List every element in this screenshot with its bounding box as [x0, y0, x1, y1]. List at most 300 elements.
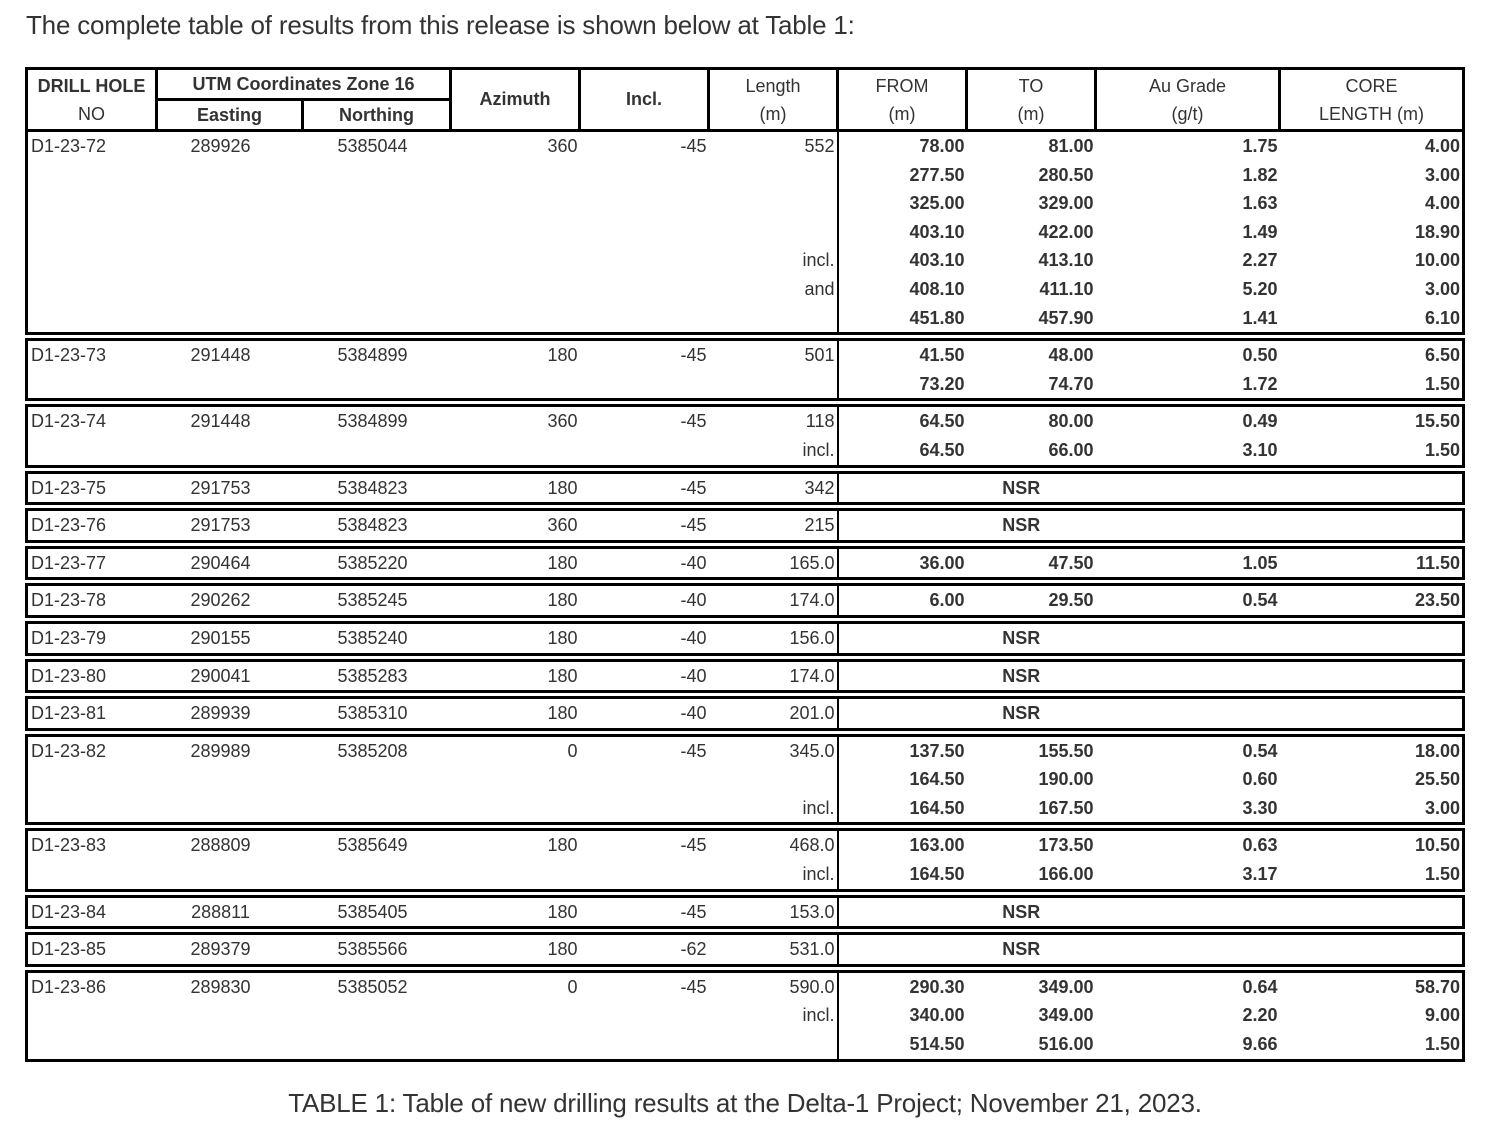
- drill-hole-cell: D1-23-86: [31, 976, 107, 997]
- azimuth-cell: 180: [547, 627, 578, 648]
- drill-hole-cell: [27, 189, 157, 218]
- header-au-grade: Au Grade (g/t): [1096, 69, 1280, 131]
- incl-cell: [580, 765, 709, 794]
- easting-cell: 291448: [190, 411, 251, 432]
- core-length-cell: 4.00: [1424, 193, 1460, 214]
- table-row: [27, 406, 1464, 436]
- table-row: [27, 830, 1464, 860]
- header-from: FROM (m): [838, 69, 967, 131]
- hole-group: [27, 934, 1464, 966]
- header-easting: Easting: [157, 100, 303, 131]
- easting-cell: 289379: [190, 939, 251, 960]
- core-length-cell: 1.50: [1424, 864, 1460, 885]
- from-cell: 164.50: [909, 864, 965, 885]
- incl-cell: -45: [680, 835, 707, 856]
- azimuth-cell: [451, 304, 580, 334]
- table-row: [27, 275, 1464, 304]
- au-grade-cell: 0.64: [1242, 976, 1278, 997]
- easting-cell: [157, 246, 303, 275]
- nsr-cell: NSR: [1002, 665, 1041, 686]
- drill-hole-cell: [27, 1030, 157, 1060]
- drill-hole-cell: D1-23-85: [31, 939, 107, 960]
- easting-cell: 290262: [190, 590, 251, 611]
- to-cell: 155.50: [1038, 740, 1094, 761]
- from-cell: 277.50: [909, 164, 965, 185]
- drill-hole-cell: [27, 246, 157, 275]
- drill-hole-cell: [27, 1001, 157, 1030]
- incl-cell: [580, 304, 709, 334]
- table-row: [27, 794, 1464, 824]
- table-caption: TABLE 1: Table of new drilling results at the Delta-1 Project; November 21, 2023.: [288, 1088, 1202, 1118]
- header-length: Length (m): [709, 69, 838, 131]
- azimuth-cell: 180: [547, 939, 578, 960]
- easting-cell: [157, 304, 303, 334]
- northing-cell: 5385310: [337, 703, 408, 724]
- au-grade-cell: 0.54: [1242, 590, 1278, 611]
- drill-hole-cell: D1-23-79: [31, 627, 107, 648]
- core-length-cell: 6.50: [1424, 345, 1460, 366]
- northing-cell: [303, 794, 451, 824]
- from-cell: 451.80: [909, 307, 965, 328]
- from-cell: 73.20: [919, 373, 965, 394]
- header-utm: UTM Coordinates Zone 16: [157, 69, 451, 100]
- northing-cell: 5385240: [337, 627, 408, 648]
- length-cell: 153.0: [709, 896, 838, 928]
- northing-cell: 5385245: [337, 590, 408, 611]
- interval-note-cell: [709, 218, 838, 247]
- from-cell: 64.50: [919, 439, 965, 460]
- nsr-cell: NSR: [1002, 515, 1041, 536]
- results-table-container: [25, 67, 1465, 1062]
- drill-hole-cell: D1-23-74: [31, 411, 107, 432]
- length-cell: 345.0: [709, 735, 838, 765]
- length-cell: 531.0: [709, 934, 838, 966]
- easting-cell: [157, 1030, 303, 1060]
- incl-cell: -45: [680, 345, 707, 366]
- drill-hole-cell: [27, 218, 157, 247]
- header-to: TO (m): [967, 69, 1096, 131]
- length-cell: 165.0: [709, 547, 838, 579]
- azimuth-cell: [451, 275, 580, 304]
- length-cell: 174.0: [709, 660, 838, 692]
- incl-cell: -40: [680, 590, 707, 611]
- from-cell: 163.00: [909, 835, 965, 856]
- core-length-cell: 15.50: [1414, 411, 1460, 432]
- header-drill-hole: DRILL HOLE NO: [27, 69, 157, 131]
- from-cell: 403.10: [909, 221, 965, 242]
- core-length-cell: 3.00: [1424, 278, 1460, 299]
- core-length-cell: 3.00: [1424, 797, 1460, 818]
- drill-hole-cell: D1-23-75: [31, 477, 107, 498]
- to-cell: 329.00: [1038, 193, 1094, 214]
- hole-group: [27, 510, 1464, 542]
- northing-cell: 5384899: [337, 411, 408, 432]
- easting-cell: 289830: [190, 976, 251, 997]
- azimuth-cell: 180: [547, 835, 578, 856]
- from-cell: 164.50: [909, 769, 965, 790]
- nsr-cell: NSR: [1002, 939, 1041, 960]
- table-header: [27, 69, 1464, 131]
- to-cell: 80.00: [1048, 411, 1094, 432]
- easting-cell: 289939: [190, 703, 251, 724]
- northing-cell: 5385220: [337, 552, 408, 573]
- table-row: [27, 934, 1464, 966]
- au-grade-cell: 1.05: [1242, 552, 1278, 573]
- incl-cell: [580, 189, 709, 218]
- interval-note-cell: incl.: [709, 1001, 838, 1030]
- azimuth-cell: [451, 370, 580, 400]
- core-length-cell: 18.00: [1414, 740, 1460, 761]
- northing-cell: 5385649: [337, 835, 408, 856]
- from-cell: 64.50: [919, 411, 965, 432]
- to-cell: 411.10: [1039, 278, 1094, 299]
- easting-cell: 288811: [191, 901, 250, 922]
- table-row: [27, 189, 1464, 218]
- au-grade-cell: 1.75: [1242, 136, 1278, 156]
- table-row: [27, 1030, 1464, 1060]
- northing-cell: 5385052: [337, 976, 408, 997]
- hole-group: [27, 971, 1464, 1060]
- northing-cell: [303, 161, 451, 190]
- nsr-cell: NSR: [1002, 703, 1041, 724]
- interval-note-cell: and: [709, 275, 838, 304]
- northing-cell: [303, 189, 451, 218]
- incl-cell: [580, 1001, 709, 1030]
- northing-cell: 5385405: [337, 901, 408, 922]
- to-cell: 166.00: [1038, 864, 1094, 885]
- table-row: [27, 698, 1464, 730]
- interval-note-cell: [709, 304, 838, 334]
- drill-hole-cell: [27, 436, 157, 466]
- drill-hole-cell: D1-23-82: [31, 740, 107, 761]
- drill-hole-cell: D1-23-80: [31, 665, 107, 686]
- length-cell: 468.0: [709, 830, 838, 860]
- incl-cell: -40: [680, 552, 707, 573]
- northing-cell: [303, 304, 451, 334]
- incl-cell: [580, 794, 709, 824]
- au-grade-cell: 1.49: [1242, 221, 1278, 242]
- hole-group: [27, 406, 1464, 466]
- drill-hole-cell: D1-23-81: [31, 703, 107, 724]
- header-incl: Incl.: [580, 69, 709, 131]
- northing-cell: [303, 765, 451, 794]
- from-cell: 6.00: [929, 590, 965, 611]
- easting-cell: 288809: [190, 835, 251, 856]
- interval-note-cell: [709, 189, 838, 218]
- drill-hole-cell: [27, 765, 157, 794]
- from-cell: 290.30: [909, 976, 965, 997]
- easting-cell: 290041: [190, 665, 251, 686]
- length-cell: 342: [709, 472, 838, 504]
- northing-cell: 5385283: [337, 665, 408, 686]
- length-cell: 174.0: [709, 585, 838, 617]
- easting-cell: [157, 370, 303, 400]
- core-length-cell: 23.50: [1414, 590, 1460, 611]
- hole-group: [27, 131, 1464, 334]
- core-length-cell: 18.90: [1414, 221, 1460, 242]
- incl-cell: -45: [680, 901, 707, 922]
- easting-cell: [157, 1001, 303, 1030]
- from-cell: 137.50: [909, 740, 965, 761]
- table-row: [27, 547, 1464, 579]
- easting-cell: [157, 436, 303, 466]
- interval-note-cell: [709, 1030, 838, 1060]
- incl-cell: -40: [680, 627, 707, 648]
- azimuth-cell: 180: [547, 477, 578, 498]
- azimuth-cell: 180: [547, 345, 578, 366]
- length-cell: 118: [709, 406, 838, 436]
- northing-cell: [303, 1030, 451, 1060]
- length-cell: 156.0: [709, 622, 838, 654]
- hole-group: [27, 585, 1464, 617]
- azimuth-cell: 0: [567, 976, 578, 997]
- au-grade-cell: 1.41: [1242, 307, 1278, 328]
- table-row: [27, 340, 1464, 370]
- hole-group: [27, 622, 1464, 654]
- au-grade-cell: 0.50: [1242, 345, 1278, 366]
- northing-cell: [303, 218, 451, 247]
- header-azimuth: Azimuth: [451, 69, 580, 131]
- to-cell: 190.00: [1038, 769, 1094, 790]
- table-row: [27, 896, 1464, 928]
- hole-group: [27, 698, 1464, 730]
- incl-cell: -45: [680, 411, 707, 432]
- azimuth-cell: [451, 436, 580, 466]
- au-grade-cell: 1.82: [1242, 164, 1278, 185]
- easting-cell: 289989: [190, 740, 251, 761]
- hole-group: [27, 660, 1464, 692]
- drill-hole-cell: [27, 794, 157, 824]
- table-row: [27, 660, 1464, 692]
- table-row: [27, 971, 1464, 1001]
- table-row: [27, 510, 1464, 542]
- table-row: [27, 370, 1464, 400]
- core-length-cell: 6.10: [1424, 307, 1460, 328]
- interval-note-cell: incl.: [709, 860, 838, 890]
- to-cell: 167.50: [1038, 797, 1094, 818]
- incl-cell: [580, 161, 709, 190]
- azimuth-cell: 180: [547, 552, 578, 573]
- au-grade-cell: 0.54: [1242, 740, 1278, 761]
- to-cell: 29.50: [1048, 590, 1094, 611]
- to-cell: 47.50: [1048, 552, 1094, 573]
- to-cell: 74.70: [1048, 373, 1094, 394]
- interval-note-cell: [709, 765, 838, 794]
- northing-cell: 5385566: [337, 939, 408, 960]
- drill-hole-cell: D1-23-77: [31, 552, 107, 573]
- table-row: [27, 472, 1464, 504]
- to-cell: 81.00: [1048, 136, 1094, 156]
- easting-cell: [157, 275, 303, 304]
- from-cell: 36.00: [919, 552, 965, 573]
- incl-cell: [580, 436, 709, 466]
- core-length-cell: 1.50: [1424, 373, 1460, 394]
- length-cell: 215: [709, 510, 838, 542]
- incl-cell: [580, 246, 709, 275]
- easting-cell: [157, 218, 303, 247]
- to-cell: 422.00: [1038, 221, 1094, 242]
- header-northing: Northing: [303, 100, 451, 131]
- incl-cell: -40: [680, 703, 707, 724]
- from-cell: 403.10: [909, 250, 965, 271]
- table-row: [27, 622, 1464, 654]
- drill-hole-cell: [27, 275, 157, 304]
- azimuth-cell: [451, 161, 580, 190]
- easting-cell: [157, 189, 303, 218]
- drill-hole-cell: D1-23-73: [31, 345, 107, 366]
- easting-cell: [157, 860, 303, 890]
- azimuth-cell: [451, 246, 580, 275]
- from-cell: 164.50: [909, 797, 965, 818]
- from-cell: 340.00: [909, 1005, 965, 1026]
- azimuth-cell: [451, 1030, 580, 1060]
- interval-note-cell: [709, 161, 838, 190]
- core-length-cell: 10.00: [1414, 250, 1460, 271]
- to-cell: 349.00: [1038, 1005, 1094, 1026]
- intro-text: The complete table of results from this release is shown below at Table 1:: [26, 10, 855, 40]
- core-length-cell: 4.00: [1424, 136, 1460, 156]
- easting-cell: 291448: [190, 345, 251, 366]
- azimuth-cell: 360: [547, 411, 578, 432]
- northing-cell: [303, 860, 451, 890]
- core-length-cell: 11.50: [1415, 552, 1460, 573]
- from-cell: 325.00: [909, 193, 965, 214]
- azimuth-cell: 180: [547, 665, 578, 686]
- hole-group: [27, 896, 1464, 928]
- table-row: [27, 735, 1464, 765]
- northing-cell: [303, 436, 451, 466]
- au-grade-cell: 3.17: [1242, 864, 1278, 885]
- hole-group: [27, 472, 1464, 504]
- northing-cell: [303, 1001, 451, 1030]
- northing-cell: 5384823: [337, 477, 408, 498]
- azimuth-cell: [451, 860, 580, 890]
- incl-cell: -45: [680, 740, 707, 761]
- drill-hole-cell: D1-23-78: [31, 590, 107, 611]
- drill-hole-cell: [27, 370, 157, 400]
- easting-cell: 291753: [190, 515, 251, 536]
- azimuth-cell: [451, 794, 580, 824]
- to-cell: 66.00: [1048, 439, 1094, 460]
- drill-hole-cell: D1-23-72: [31, 136, 107, 156]
- drill-hole-cell: D1-23-83: [31, 835, 107, 856]
- from-cell: 408.10: [909, 278, 965, 299]
- azimuth-cell: 180: [547, 590, 578, 611]
- to-cell: 48.00: [1048, 345, 1094, 366]
- northing-cell: 5384823: [337, 515, 408, 536]
- nsr-cell: NSR: [1002, 477, 1041, 498]
- length-cell: 590.0: [709, 971, 838, 1001]
- au-grade-cell: 0.63: [1242, 835, 1278, 856]
- au-grade-cell: 2.20: [1242, 1005, 1278, 1026]
- core-length-cell: 1.50: [1424, 1034, 1460, 1055]
- au-grade-cell: 0.60: [1242, 769, 1278, 790]
- easting-cell: 290155: [190, 627, 251, 648]
- nsr-cell: NSR: [1002, 627, 1041, 648]
- hole-group: [27, 340, 1464, 400]
- northing-cell: [303, 370, 451, 400]
- au-grade-cell: 9.66: [1242, 1034, 1278, 1055]
- core-length-cell: 58.70: [1414, 976, 1460, 997]
- to-cell: 173.50: [1038, 835, 1094, 856]
- incl-cell: -45: [680, 976, 707, 997]
- table-row: [27, 585, 1464, 617]
- drill-hole-cell: D1-23-76: [31, 515, 107, 536]
- from-cell: 41.50: [919, 345, 965, 366]
- au-grade-cell: 1.72: [1242, 373, 1278, 394]
- table-row: [27, 131, 1464, 161]
- interval-note-cell: [709, 370, 838, 400]
- to-cell: 349.00: [1038, 976, 1094, 997]
- incl-cell: -45: [680, 477, 707, 498]
- table-row: [27, 161, 1464, 190]
- incl-cell: -40: [680, 665, 707, 686]
- au-grade-cell: 1.63: [1242, 193, 1278, 214]
- easting-cell: [157, 765, 303, 794]
- easting-cell: [157, 794, 303, 824]
- interval-note-cell: incl.: [709, 436, 838, 466]
- au-grade-cell: 2.27: [1242, 250, 1278, 271]
- length-cell: 501: [709, 340, 838, 370]
- to-cell: 457.90: [1038, 307, 1094, 328]
- au-grade-cell: 3.10: [1242, 439, 1278, 460]
- to-cell: 516.00: [1038, 1034, 1094, 1055]
- northing-cell: 5385208: [337, 740, 408, 761]
- incl-cell: [580, 1030, 709, 1060]
- incl-cell: [580, 370, 709, 400]
- hole-group: [27, 830, 1464, 890]
- incl-cell: [580, 275, 709, 304]
- azimuth-cell: [451, 189, 580, 218]
- interval-note-cell: incl.: [709, 794, 838, 824]
- easting-cell: [157, 161, 303, 190]
- nsr-cell: NSR: [1002, 901, 1041, 922]
- northing-cell: 5384899: [337, 345, 408, 366]
- azimuth-cell: [451, 218, 580, 247]
- easting-cell: 291753: [190, 477, 251, 498]
- northing-cell: 5385044: [337, 136, 408, 156]
- easting-cell: 290464: [190, 552, 251, 573]
- azimuth-cell: [451, 1001, 580, 1030]
- from-cell: 78.00: [919, 136, 965, 156]
- core-length-cell: 9.00: [1424, 1005, 1460, 1026]
- au-grade-cell: 3.30: [1242, 797, 1278, 818]
- azimuth-cell: 180: [547, 901, 578, 922]
- northing-cell: [303, 246, 451, 275]
- length-cell: 552: [709, 131, 838, 161]
- to-cell: 280.50: [1038, 164, 1094, 185]
- drill-hole-cell: [27, 161, 157, 190]
- incl-cell: [580, 218, 709, 247]
- length-cell: 201.0: [709, 698, 838, 730]
- from-cell: 514.50: [909, 1034, 965, 1055]
- core-length-cell: 1.50: [1424, 439, 1460, 460]
- table-row: [27, 218, 1464, 247]
- header-core-length: CORE LENGTH (m): [1280, 69, 1464, 131]
- azimuth-cell: [451, 765, 580, 794]
- core-length-cell: 3.00: [1424, 164, 1460, 185]
- table-row: [27, 246, 1464, 275]
- interval-note-cell: incl.: [709, 246, 838, 275]
- hole-group: [27, 547, 1464, 579]
- drill-hole-cell: [27, 304, 157, 334]
- table-row: [27, 304, 1464, 334]
- core-length-cell: 25.50: [1414, 769, 1460, 790]
- au-grade-cell: 0.49: [1242, 411, 1278, 432]
- table-row: [27, 765, 1464, 794]
- incl-cell: -45: [680, 515, 707, 536]
- incl-cell: [580, 860, 709, 890]
